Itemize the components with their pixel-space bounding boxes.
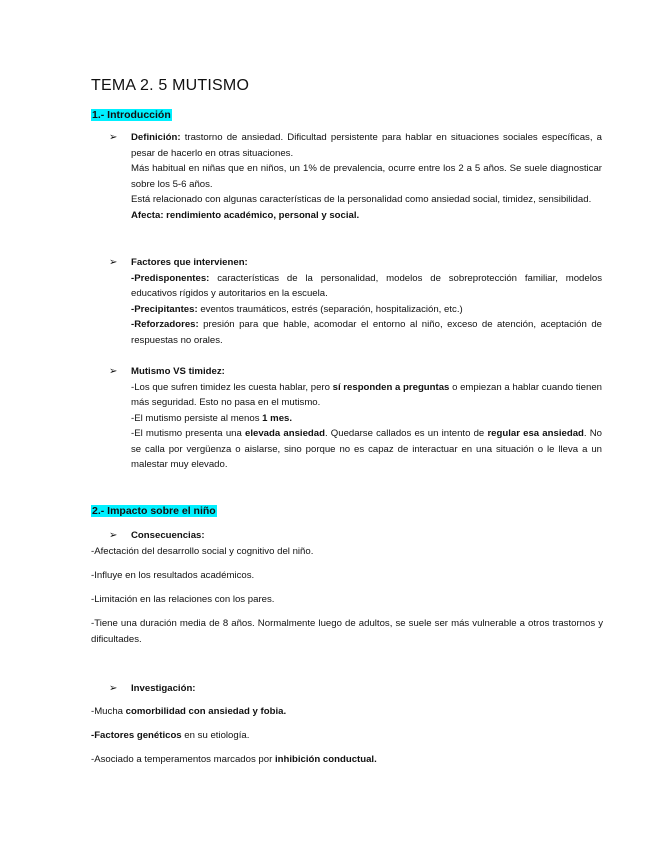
bullet-definicion bbox=[111, 130, 602, 223]
consecuencia-1: -Afectación del desarrollo social y cognitivo del niño. bbox=[91, 546, 314, 557]
vs-l3b: elevada ansiedad bbox=[245, 428, 325, 439]
investigacion-label: Investigación: bbox=[131, 683, 196, 694]
reforzadores-label: -Reforzadores: bbox=[131, 319, 199, 330]
inv-2a: -Factores genéticos bbox=[91, 730, 182, 741]
vs-line-3 bbox=[131, 426, 602, 473]
precipitantes-text: eventos traumáticos, estrés (separación, hospitalización, etc.) bbox=[197, 303, 463, 315]
inv-3a: -Asociado a temperamentos marcados por bbox=[91, 754, 275, 765]
investigacion-2 bbox=[91, 728, 603, 744]
vs-l3a: -El mutismo presenta una bbox=[131, 428, 245, 439]
consecuencia-4: -Tiene una duración media de 8 años. Normalmente luego de adultos, se suele ser más vulnerable a otros trastornos y dificultades. bbox=[91, 618, 603, 645]
section-heading-introduccion bbox=[91, 108, 172, 122]
factores-precipitantes bbox=[131, 302, 602, 318]
definicion-prevalence: Más habitual en niñas que en niños, un 1% de prevalencia, ocurre entre los 2 a 5 años. Se suele diagnosticar sobre los 5-6 años. bbox=[131, 163, 602, 190]
arrow-bullet-icon: ➢ bbox=[109, 530, 118, 541]
page-title: TEMA 2. 5 MUTISMO bbox=[91, 77, 250, 94]
bullet-mutismo-vs-timidez bbox=[111, 364, 602, 473]
vs-l1a: -Los que sufren timidez les cuesta hablar, pero bbox=[131, 381, 333, 393]
bullet-investigacion bbox=[111, 681, 602, 697]
investigacion-1 bbox=[91, 704, 603, 720]
vs-l3c: . Quedarse callados es un intento de bbox=[324, 428, 488, 439]
consecuencias-label: Consecuencias: bbox=[131, 530, 205, 541]
investigacion-3 bbox=[91, 752, 603, 768]
section-heading-text: 1.- Introducción bbox=[92, 109, 171, 121]
vs-l3d: regular esa ansiedad bbox=[487, 428, 584, 439]
vs-l2a: -El mutismo persiste al menos bbox=[131, 412, 263, 424]
inv-1b: comorbilidad con ansiedad y fobia. bbox=[125, 706, 287, 717]
arrow-bullet-icon: ➢ bbox=[109, 683, 118, 694]
reforzadores-text: presión para que hable, acomodar el entorno al niño, exceso de atención, aceptación de respuestas no orales. bbox=[131, 319, 602, 346]
definicion-afecta: Afecta: rendimiento académico, personal y social. bbox=[131, 209, 360, 221]
consecuencia-3: -Limitación en las relaciones con los pares. bbox=[91, 594, 275, 605]
definicion-relation: Está relacionado con algunas características de la personalidad como ansiedad social, timidez, sensibilidad. bbox=[131, 194, 592, 205]
predisponentes-text: características de la personalidad, modelos de sobreprotección familiar, modelos educativos rígidos y autoritarios en la escuela. bbox=[131, 272, 602, 299]
bullet-factores bbox=[111, 255, 602, 348]
bullet-consecuencias bbox=[111, 528, 602, 544]
factores-reforzadores bbox=[131, 317, 602, 348]
predisponentes-label: -Predisponentes: bbox=[131, 272, 210, 284]
section-heading-text: 2.- Impacto sobre el niño bbox=[92, 505, 216, 517]
inv-1a: -Mucha bbox=[91, 706, 126, 717]
definicion-paragraph bbox=[131, 130, 602, 161]
inv-3b: inhibición conductual. bbox=[274, 754, 377, 765]
arrow-bullet-icon: ➢ bbox=[109, 257, 118, 268]
factores-label: Factores que intervienen: bbox=[131, 257, 248, 268]
vs-line-2 bbox=[131, 411, 602, 427]
arrow-bullet-icon: ➢ bbox=[109, 366, 118, 377]
vs-line-1 bbox=[131, 380, 602, 411]
precipitantes-label: -Precipitantes: bbox=[131, 303, 198, 315]
vs-l2b: 1 mes. bbox=[262, 412, 293, 424]
vs-l1c: o empiezan a hablar cuando tienen más seguridad. Esto no pasa en el mutismo. bbox=[131, 381, 602, 408]
vs-label: Mutismo VS timidez: bbox=[131, 366, 225, 377]
consecuencia-2: -Influye en los resultados académicos. bbox=[91, 570, 255, 581]
section-heading-impacto bbox=[91, 504, 217, 518]
definicion-label: Definición: bbox=[131, 132, 181, 143]
definicion-text: trastorno de ansiedad. Dificultad persistente para hablar en situaciones sociales específicas, a pesar de hacerlo en otras situaciones. bbox=[131, 132, 602, 159]
inv-2b: en su etiología. bbox=[181, 730, 250, 741]
factores-predisponentes bbox=[131, 271, 602, 302]
vs-l1b: sí responden a preguntas bbox=[332, 381, 450, 393]
arrow-bullet-icon: ➢ bbox=[109, 132, 118, 143]
vs-l3e: . No se calla por vergüenza o aislarse, sino porque no es capaz de interactuar en una situación o le lleva a un malestar muy elevado. bbox=[131, 428, 603, 470]
